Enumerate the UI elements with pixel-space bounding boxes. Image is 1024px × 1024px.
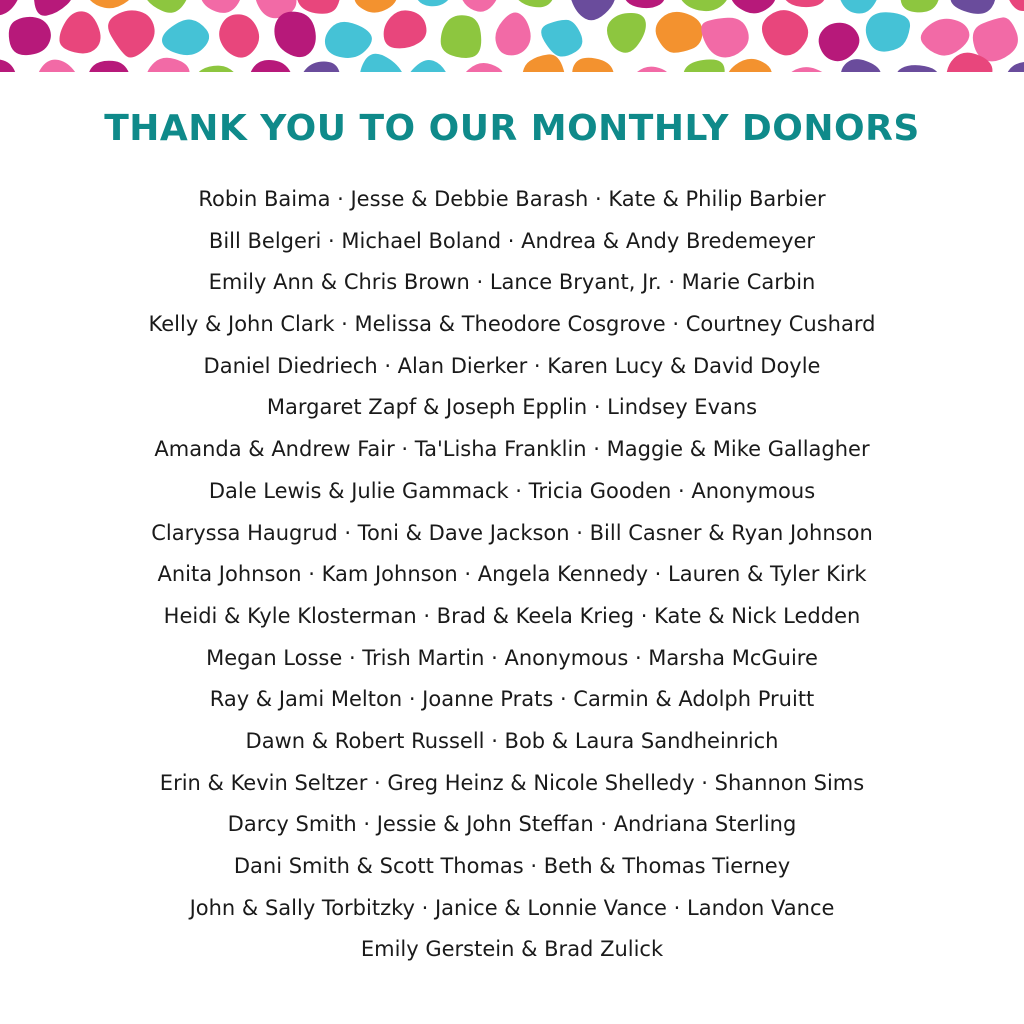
mosaic-stone (248, 60, 294, 72)
mosaic-stone (296, 0, 340, 14)
mosaic-stone (841, 59, 882, 72)
mosaic-stone (34, 0, 73, 16)
mosaic-stone (762, 10, 808, 55)
page-title: THANK YOU TO OUR MONTHLY DONORS (104, 108, 920, 149)
donor-line: Robin Baima · Jesse & Debbie Barash · Kate & Philip Barbier (198, 187, 826, 211)
mosaic-stone (406, 60, 450, 72)
mosaic-stone (196, 66, 241, 72)
mosaic-stone (607, 13, 646, 53)
mosaic-stone (683, 59, 725, 72)
mosaic-stone (200, 0, 242, 13)
mosaic-stone (0, 59, 17, 72)
mosaic-pattern-image (0, 0, 1024, 72)
mosaic-stone (144, 0, 189, 13)
mosaic-stone (9, 17, 51, 55)
mosaic-stone (730, 0, 775, 13)
mosaic-stone (59, 11, 100, 53)
mosaic-stone (300, 62, 340, 72)
donor-line: Bill Belgeri · Michael Boland · Andrea & Andy Bredemeyer (208, 228, 816, 253)
donor-line: Ray & Jami Melton · Joanne Prats · Carmin & Adolph Pruitt (209, 687, 815, 712)
mosaic-stone (145, 58, 190, 72)
mosaic-stone (85, 0, 135, 8)
donor-line: Margaret Zapf & Joseph Epplin · Lindsey Evans (266, 395, 758, 420)
mosaic-stone (726, 59, 772, 72)
donor-line: Megan Losse · Trish Martin · Anonymous · Marsha McGuire (206, 645, 818, 670)
donor-line: Dani Smith & Scott Thomas · Beth & Thomas Tierney (233, 854, 791, 878)
donor-line: Emily Gerstein & Brad Zulick (360, 937, 664, 962)
mosaic-stone (896, 65, 940, 72)
donor-line: Claryssa Haugrud · Toni & Dave Jackson · Bill Casner & Ryan Johnson (151, 520, 873, 545)
mosaic-stone (572, 58, 614, 72)
mosaic-stone (219, 14, 259, 57)
mosaic-stone (459, 0, 498, 12)
mosaic-stone (37, 60, 80, 72)
mosaic-stone (680, 0, 728, 11)
mosaic-stone (781, 0, 826, 7)
donor-line: John & Sally Torbitzky · Janice & Lonnie Vance · Landon Vance (189, 895, 835, 920)
mosaic-stone (360, 54, 406, 72)
mosaic-stone (1004, 62, 1024, 72)
mosaic-stone (901, 0, 940, 12)
donor-line: Darcy Smith · Jessie & John Steffan · Andriana Sterling (227, 812, 797, 837)
mosaic-stone (950, 0, 995, 14)
donor-line: Amanda & Andrew Fair · Ta'Lisha Franklin · Maggie & Mike Gallagher (154, 437, 870, 462)
mosaic-stone (1006, 0, 1024, 11)
mosaic-stone (921, 19, 970, 56)
mosaic-stone (787, 67, 831, 72)
mosaic-stone (384, 10, 427, 48)
mosaic-stone (274, 12, 315, 58)
donor-line: Dale Lewis & Julie Gammack · Tricia Gooden · Anonymous (208, 478, 816, 503)
mosaic-stone (354, 0, 398, 13)
mosaic-stone (629, 67, 672, 72)
mosaic-stone (866, 12, 910, 51)
mosaic-stone (838, 0, 880, 14)
mosaic-stone (413, 0, 453, 6)
donor-line: Emily Ann & Chris Brown · Lance Bryant, Jr. · Marie Carbin (208, 270, 816, 295)
donor-line: Daniel Diedriech · Alan Dierker · Karen Lucy & David Doyle (203, 353, 821, 378)
mosaic-stone (656, 12, 703, 53)
mosaic-stone (325, 22, 372, 58)
mosaic-stone (522, 54, 565, 72)
mosaic-stone (623, 0, 665, 8)
donor-line: Dawn & Robert Russell · Bob & Laura Sandheinrich (245, 728, 779, 753)
mosaic-banner (0, 0, 1024, 72)
mosaic-stone (0, 0, 20, 16)
mosaic-stone (570, 0, 616, 20)
mosaic-stone (88, 61, 131, 72)
mosaic-stone (541, 20, 582, 57)
donor-line: Anita Johnson · Kam Johnson · Angela Kennedy · Lauren & Tyler Kirk (157, 562, 867, 587)
mosaic-stone (108, 10, 155, 57)
mosaic-stone (701, 18, 748, 58)
mosaic-stone (460, 63, 504, 72)
donor-line: Erin & Kevin Seltzer · Greg Heinz & Nicole Shelledy · Shannon Sims (159, 770, 865, 795)
mosaic-stone (441, 15, 482, 58)
mosaic-stone (819, 23, 860, 61)
mosaic-stone (162, 20, 209, 56)
donor-line: Heidi & Kyle Klosterman · Brad & Keela Krieg · Kate & Nick Ledden (163, 603, 861, 628)
donor-list (0, 181, 1024, 973)
mosaic-stone (495, 12, 530, 55)
mosaic-stone (973, 17, 1018, 61)
donor-line: Kelly & John Clark · Melissa & Theodore Cosgrove · Courtney Cushard (148, 312, 876, 337)
mosaic-stone (511, 0, 556, 7)
